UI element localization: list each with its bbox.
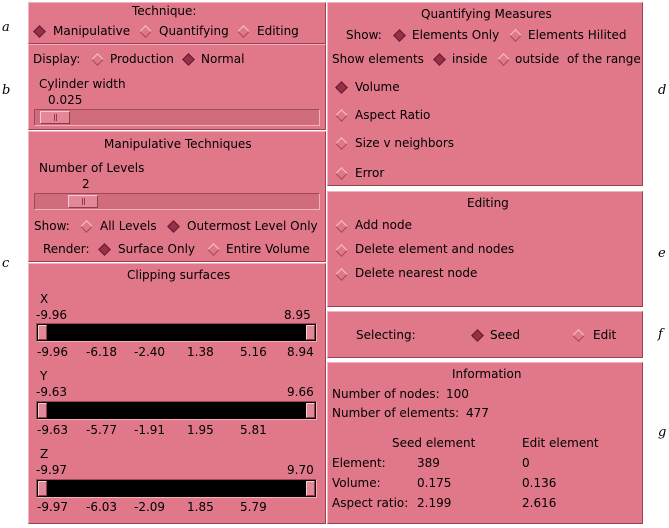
manipulative-title: Manipulative Techniques — [104, 137, 252, 151]
measure-aspect-label[interactable]: Aspect Ratio — [355, 108, 431, 122]
clip-y-name: Y — [40, 369, 48, 383]
levels-thumb[interactable] — [68, 195, 98, 208]
seed-column-header: Seed element — [392, 436, 476, 450]
range-suffix: of the range — [567, 52, 641, 66]
clip-x-slider[interactable] — [36, 323, 317, 342]
outermost-level-label[interactable]: Outermost Level Only — [187, 219, 318, 233]
cylinder-width-value: 0.025 — [48, 93, 83, 107]
clip-x-tick: -6.18 — [86, 345, 118, 359]
nodes-label: Number of nodes: — [332, 387, 440, 401]
clipping-panel — [28, 263, 326, 524]
side-label-e: e — [658, 246, 666, 261]
add-node-label[interactable]: Add node — [355, 218, 412, 232]
clip-z-tick: -2.09 — [134, 500, 166, 514]
cylinder-width-label: Cylinder width — [39, 77, 126, 91]
measure-volume-label[interactable]: Volume — [355, 80, 400, 94]
levels-label: Number of Levels — [39, 161, 145, 175]
edit-column-header: Edit element — [522, 436, 599, 450]
display-label: Display: — [33, 52, 81, 66]
levels-slider[interactable] — [34, 193, 320, 210]
nodes-value: 100 — [446, 387, 469, 401]
elements-value: 477 — [466, 406, 489, 420]
add-node-radio[interactable] — [335, 220, 348, 233]
clip-x-tick: 5.16 — [240, 345, 267, 359]
technique-quantifying-label[interactable]: Quantifying — [159, 24, 229, 38]
clip-z-name: Z — [40, 447, 49, 461]
clip-z-slider[interactable] — [36, 479, 317, 498]
side-label-c: c — [2, 256, 10, 271]
selecting-seed-radio[interactable] — [471, 329, 484, 342]
clip-z-min: -9.97 — [36, 463, 68, 477]
info-row-seed: 0.175 — [417, 476, 452, 490]
selecting-panel — [327, 311, 643, 358]
info-row-edit: 0 — [522, 456, 530, 470]
show-levels-label: Show: — [34, 219, 70, 233]
render-label: Render: — [43, 242, 90, 256]
selecting-seed-label[interactable]: Seed — [490, 328, 520, 342]
measure-aspect-radio[interactable] — [335, 109, 348, 122]
delete-nearest-label[interactable]: Delete nearest node — [355, 266, 478, 280]
technique-editing-radio[interactable] — [237, 25, 250, 38]
levels-value: 2 — [82, 177, 90, 191]
clip-x-name: X — [40, 292, 49, 306]
technique-quantifying-radio[interactable] — [139, 25, 152, 38]
display-production-radio[interactable] — [91, 53, 104, 66]
measure-size-radio[interactable] — [335, 137, 348, 150]
clip-z-tick: -6.03 — [86, 500, 118, 514]
clipping-title: Clipping surfaces — [127, 268, 231, 282]
measure-error-radio[interactable] — [335, 167, 348, 180]
info-row-seed: 2.199 — [417, 496, 452, 510]
delete-element-label[interactable]: Delete element and nodes — [355, 242, 515, 256]
clip-y-tick: 1.95 — [187, 423, 214, 437]
elements-label: Number of elements: — [332, 406, 460, 420]
quantifying-panel — [327, 2, 643, 186]
info-row-edit: 0.136 — [522, 476, 557, 490]
display-normal-label[interactable]: Normal — [201, 52, 245, 66]
cylinder-width-thumb[interactable] — [40, 111, 70, 124]
measure-size-label[interactable]: Size v neighbors — [355, 136, 455, 150]
information-panel — [327, 362, 643, 524]
entire-volume-label[interactable]: Entire Volume — [226, 242, 310, 256]
elements-only-label[interactable]: Elements Only — [412, 28, 500, 42]
inside-radio[interactable] — [433, 53, 446, 66]
surface-only-label[interactable]: Surface Only — [118, 242, 196, 256]
delete-element-radio[interactable] — [335, 244, 348, 257]
info-row-label: Volume: — [332, 476, 381, 490]
info-row-seed: 389 — [417, 456, 440, 470]
outside-radio[interactable] — [497, 53, 510, 66]
delete-nearest-radio[interactable] — [335, 268, 348, 281]
clip-z-max-handle[interactable] — [306, 481, 315, 496]
selecting-edit-label[interactable]: Edit — [593, 328, 617, 342]
clip-x-max-handle[interactable] — [306, 325, 315, 340]
selecting-label: Selecting: — [356, 328, 416, 342]
display-panel — [28, 44, 326, 130]
clip-z-max: 9.70 — [287, 463, 314, 477]
side-label-d: d — [658, 83, 667, 98]
side-label-b: b — [2, 83, 11, 98]
clip-z-tick: 5.79 — [240, 500, 267, 514]
clip-y-max-handle[interactable] — [306, 403, 315, 418]
technique-title: Technique: — [132, 4, 197, 18]
measure-error-label[interactable]: Error — [355, 166, 385, 180]
entire-volume-radio[interactable] — [207, 243, 220, 256]
editing-title: Editing — [467, 196, 509, 210]
elements-only-radio[interactable] — [393, 29, 406, 42]
elements-hilited-radio[interactable] — [509, 29, 522, 42]
outside-label[interactable]: outside — [515, 52, 560, 66]
side-label-f: f — [658, 327, 663, 342]
information-title: Information — [452, 367, 522, 381]
measure-volume-radio[interactable] — [335, 81, 348, 94]
clip-x-max: 8.95 — [284, 308, 311, 322]
quantifying-title: Quantifying Measures — [421, 7, 552, 21]
cylinder-width-slider[interactable] — [34, 109, 320, 126]
clip-x-tick: -2.40 — [134, 345, 166, 359]
clip-z-tick: -9.97 — [37, 500, 69, 514]
outermost-level-radio[interactable] — [167, 220, 180, 233]
technique-manipulative-label[interactable]: Manipulative — [53, 24, 131, 38]
clip-y-tick: -5.77 — [86, 423, 118, 437]
all-levels-radio[interactable] — [80, 220, 93, 233]
display-normal-radio[interactable] — [182, 53, 195, 66]
technique-panel — [28, 2, 326, 44]
clip-y-tick: -9.63 — [37, 423, 69, 437]
editing-panel — [327, 191, 643, 307]
clip-y-slider[interactable] — [36, 401, 317, 420]
clip-x-tick: 8.94 — [287, 345, 314, 359]
surface-only-radio[interactable] — [98, 243, 111, 256]
side-label-a: a — [2, 20, 10, 35]
manipulative-panel — [28, 131, 326, 262]
clip-z-min-handle[interactable] — [38, 481, 47, 496]
technique-manipulative-radio[interactable] — [33, 25, 46, 38]
show-elements-label: Show elements — [332, 52, 424, 66]
clip-x-min-handle[interactable] — [38, 325, 47, 340]
inside-label[interactable]: inside — [452, 52, 488, 66]
info-row-label: Element: — [332, 456, 386, 470]
all-levels-label[interactable]: All Levels — [100, 219, 157, 233]
clip-y-min: -9.63 — [36, 385, 68, 399]
selecting-edit-radio[interactable] — [572, 329, 585, 342]
clip-y-min-handle[interactable] — [38, 403, 47, 418]
clip-y-tick: 5.81 — [240, 423, 267, 437]
clip-y-tick: -1.91 — [134, 423, 166, 437]
quantifying-show-label: Show: — [346, 28, 382, 42]
info-row-label: Aspect ratio: — [332, 496, 409, 510]
clip-x-tick: -9.96 — [37, 345, 69, 359]
side-label-g: g — [658, 425, 667, 440]
clip-x-min: -9.96 — [36, 308, 68, 322]
clip-z-tick: 1.85 — [187, 500, 214, 514]
elements-hilited-label[interactable]: Elements Hilited — [528, 28, 627, 42]
display-production-label[interactable]: Production — [110, 52, 174, 66]
clip-y-max: 9.66 — [287, 385, 314, 399]
technique-editing-label[interactable]: Editing — [257, 24, 299, 38]
clip-x-tick: 1.38 — [187, 345, 214, 359]
info-row-edit: 2.616 — [522, 496, 557, 510]
